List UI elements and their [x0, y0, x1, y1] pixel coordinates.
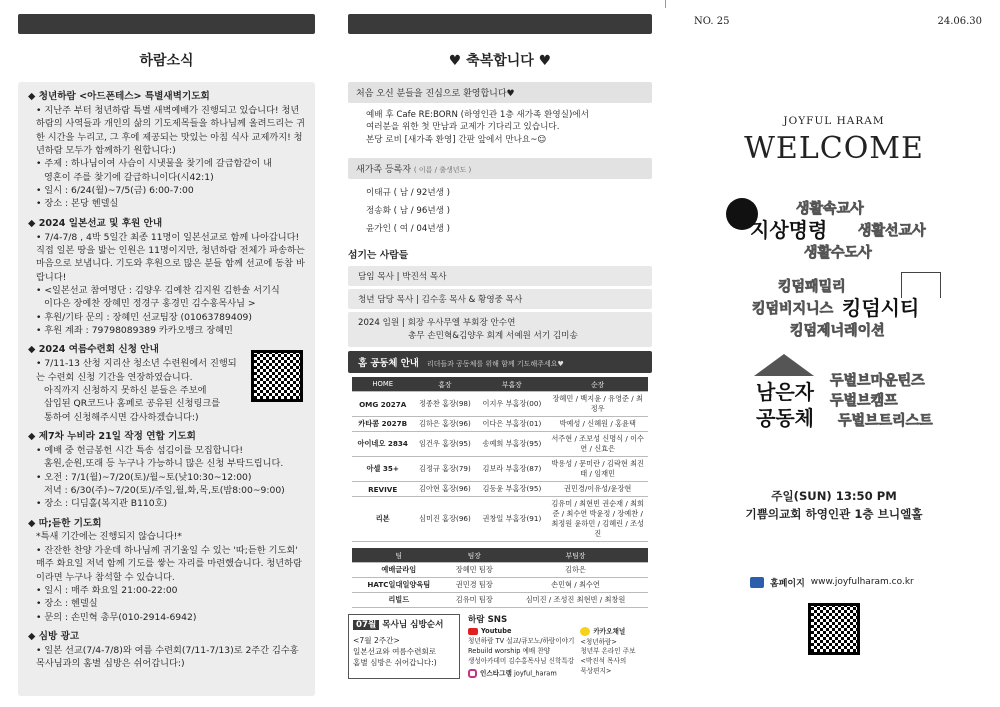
news-item-heading: ◆ 제7차 누비라 21일 작정 연합 기도회 [28, 430, 196, 442]
serve-row-staff: 2024 임원 | 회장 우사무엘 부회장 안수연 총무 손민혁&김양우 회계 서예원 서기 김미송 [348, 312, 652, 347]
home-community-bar: 홈 공동체 안내 리더들과 공동체를 위해 함께 기도해주세요♥ [348, 351, 652, 373]
table-cell: 서주현 / 조보성 신명식 / 이수연 / 신효은 [547, 432, 648, 457]
instagram-icon [468, 669, 477, 678]
table-cell: 정종찬 홈장(98) [413, 392, 476, 417]
news-item-line: 통하여 신청해주시면 감사하겠습니다:) [44, 411, 199, 423]
home-table-header: HOME [352, 377, 413, 392]
table-row [352, 482, 648, 497]
youtube-icon [468, 628, 478, 635]
news-item-heading: ◆ 2024 일본선교 및 후원 안내 [28, 217, 163, 229]
news-item-heading: ◆ 심방 광고 [28, 630, 80, 642]
home-table-header: 홈장 [413, 377, 476, 392]
table-cell: 김유미 / 최현빈 권순재 / 최희준 / 최수연 박윤정 / 장예찬 / 최정원 윤하민 / 김혜린 / 조성진 [547, 497, 648, 542]
table-cell: 권민경/이유성/윤장현 [547, 482, 648, 497]
table-cell: 김보라 부홈장(87) [476, 457, 547, 482]
news-item-line: 저녁 : 6/30(주)~7/20(토)/주일,월,화,목,토(밤8:00~9:00) [44, 484, 285, 496]
table-cell: OMG 2027A [352, 392, 413, 417]
news-item-line: • 장소 : 헨델실 [36, 598, 98, 610]
qr-code-icon[interactable] [808, 603, 860, 655]
serve-row: 담임 목사 | 박진석 목사 [348, 266, 652, 286]
welcome-heading: WELCOME [744, 131, 924, 166]
news-item-line: • 7/4-7/8 , 4박 5일간 최종 11명이 일본선교로 함께 나아갑니다! 직접 일본 땅을 밟는 인원은 11명이지만, 청년하람 전체가 파송하는 마음으로 보냅니다. 기도와 후원으로 많은 분들 함께 선교에 동참 바랍니다! [36, 231, 305, 283]
sns-box: 하람 SNS Youtube 청년하람 TV 설교/큐모노/하람이야기 Rebuild worship 예배 찬양 생성아카데미 김수홍목사님 신학특강 인스타그램 joyful_haram 카카오채널 <청년하람> 청년부 온라인 주보 <박진석 목사의 묵상편지> [468, 615, 636, 678]
team-table [352, 548, 648, 608]
table-cell: 예배글라임 [352, 563, 446, 578]
welcome-text: 예배 후 Cafe RE:BORN (하영인관 1층 새가족 환영실)에서 여러분을 위한 첫 만남과 교제가 기다리고 있습니다. 본당 로비 [새가족 환영] 간판 앞에서 만나요~☺ [366, 110, 589, 145]
table-cell: 리본 [352, 497, 413, 542]
issue-number: NO. 25 [694, 16, 730, 27]
issue-date: 24.06.30 [937, 16, 982, 27]
panel-header-bar [348, 14, 652, 34]
joyful-haram-label: JOYFUL HARAM [783, 115, 885, 127]
table-row [352, 417, 648, 432]
table-cell: 심미진 홈장(96) [413, 497, 476, 542]
news-panel [0, 0, 333, 707]
news-item-line: 홈원,순원,또래 등 누구나 가능하니 많은 신청 부탁드립니다. [44, 458, 284, 470]
table-cell: 김하은 [503, 563, 648, 578]
table-cell: 손민혁 / 최수연 [503, 578, 648, 593]
news-item-line: • 문의 : 손민혁 총무(010-2914-6942) [36, 611, 197, 623]
table-cell: 장혜민 / 백지윤 / 유영준 / 최정우 [547, 392, 648, 417]
table-row [352, 457, 648, 482]
serve-row: 청년 담당 목사 | 김수홍 목사 & 황영중 목사 [348, 289, 652, 309]
table-cell: 김하은 홈장(96) [413, 417, 476, 432]
table-cell: 권창일 부홈장(91) [476, 497, 547, 542]
table-cell: 리빌드 [352, 593, 446, 608]
table-cell: REVIVE [352, 482, 413, 497]
table-row [352, 593, 648, 608]
homepage-line[interactable]: 홈페이지 www.joyfulharam.co.kr [686, 576, 982, 589]
homepage-icon [750, 577, 764, 588]
news-item-line: • 장소 : 본당 헨델실 [36, 198, 119, 210]
table-cell: 카타콤 2027B [352, 417, 413, 432]
news-item-line: • 지난주 부터 청년하람 특별 새벽예배가 진행되고 있습니다! 청년하람의 사역들과 개인의 삶의 기도제목들을 하나님께 올려드리는 귀한 시간을 누리고, 그 후에 제공되는 맛있는 아침 식사 교제까지! 청년하람 모두가 함께하기 원합니다:) [36, 104, 305, 156]
news-item-line: • 7/11-13 산청 지리산 청소년 수련원에서 진행되는 수련회 신청 기간을 연장하였습니다. [36, 358, 237, 383]
news-item-line: • 예배 중 헌금봉헌 시간 특송 섬김이를 모집합니다! [36, 444, 244, 456]
news-item-heading: ◆ 2024 여름수련회 신청 안내 [28, 344, 159, 356]
news-item-line: 이다은 장예찬 장혜민 정경구 홍경민 김수홍목사님 > [44, 298, 256, 310]
news-item-line: • 주제 : 하나님이여 사슴이 시냇물을 찾기에 갈급함같이 내 [36, 158, 273, 170]
table-cell: 김아현 홈장(96) [413, 482, 476, 497]
home-table-header: 부홈장 [476, 377, 547, 392]
table-cell: 권민경 팀장 [446, 578, 503, 593]
table-row [352, 578, 648, 593]
kakao-icon [580, 627, 590, 636]
news-item-line: • 후원 계좌 : 79798089389 카카오뱅크 장혜민 [36, 324, 233, 336]
table-cell: HATC일대일양육팀 [352, 578, 446, 593]
table-cell: 임건우 홈장(95) [413, 432, 476, 457]
table-cell: 박예성 / 신혜원 / 홍윤택 [547, 417, 648, 432]
servers-title: 섬기는 사람들 [348, 250, 409, 262]
news-item-line: • 일시 : 6/24(월)~7/5(금) 6:00-7:00 [36, 184, 194, 196]
new-member: 윤가인 ( 여 / 04년생 ) [366, 224, 451, 235]
table-cell: 장혜민 팀장 [446, 563, 503, 578]
news-item-line: • 일본 선교(7/4-7/8)와 여름 수련회(7/11-7/13)로 2주간 김수홍 목사님과의 홈별 심방은 쉬어갑니다:) [36, 644, 299, 670]
news-item-line: 영혼이 주를 찾기에 갈급하니이다(시42:1) [44, 171, 214, 183]
news-item-line: 삽입된 QR코드나 홈페로 공유된 신청링크를 [44, 398, 221, 410]
panel-header-bar [18, 14, 315, 34]
fold-mark [665, 0, 666, 8]
table-cell: 아이네오 2834 [352, 432, 413, 457]
news-item-line: • 오전 : 7/1(월)~7/20(토)/월~토(낮10:30~12:00) [36, 471, 252, 483]
home-table-header: 순장 [547, 377, 648, 392]
service-info: 주일(SUN) 13:50 PM 기쁨의교회 하영인관 1층 브니엘홀 [745, 489, 923, 521]
news-item-heading: ◆ 청년하람 <아드폰테스> 특별새벽기도회 [28, 91, 210, 102]
welcome-bar: 처음 오신 분들을 진심으로 환영합니다♥ [348, 82, 652, 103]
new-member-bar: 새가족 등록자 ( 이름 / 출생년도 ) [348, 158, 652, 179]
table-row [352, 432, 648, 457]
news-item-line: • 장소 : 디딤홀(복지관 B110호) [36, 498, 168, 510]
news-item-line: • 일시 : 매주 화요일 21:00-22:00 [36, 584, 178, 596]
table-cell: 이지우 부홈장(00) [476, 392, 547, 417]
news-item-line: • <일본선교 참여명단 : 김양우 김예찬 김지원 김한솔 서기식 [36, 284, 280, 296]
news-title: 하람소식 [139, 53, 194, 69]
mountain-icon [754, 354, 814, 376]
blessing-title: ♥ 축복합니다 ♥ [448, 53, 552, 69]
visit-schedule-box: 07월 목사님 심방순서 <7월 2주간> 일본선교와 여름수련회로 홈별 심방은 쉬어갑니다:) [348, 614, 460, 679]
news-item-line: *특새 기간에는 진행되지 않습니다!* [36, 531, 182, 543]
table-cell: 김정규 홈장(79) [413, 457, 476, 482]
news-item-line: • 잔잔한 찬양 가운데 하나님께 귀기울일 수 있는 '따;듣한 기도회' 매주 화요일 저녁 함께 기도를 쌓는 자리를 마련했습니다. 청년하람이라면 누구나 참석할 수 있습니다. [36, 544, 302, 583]
table-cell: 이다은 부홈장(01) [476, 417, 547, 432]
table-cell: 박용성 / 문미란 / 김락현 최진태 / 임재민 [547, 457, 648, 482]
table-cell: 심미진 / 조성진 최현빈 / 최창원 [503, 593, 648, 608]
news-item-heading: ◆ 따;듣한 기도회 [28, 517, 102, 529]
news-item-line: • 후원/기타 문의 : 장혜민 선교팀장 (01063789409) [36, 311, 252, 323]
news-item-line: 아직까지 신청하지 못하신 분들은 주보에 [44, 384, 207, 396]
vision-calligraphy: 생활속교사 지상명령 생활선교사 생활수도사 킹덤패밀리 킹덤비지니스 킹덤시티 킹덤제너레이션 남은자 공동체 두벌브마운틴즈 두벌브캠프 두벌브트리스트 [686, 194, 982, 444]
table-cell: 송예희 부홈장(95) [476, 432, 547, 457]
table-row [352, 563, 648, 578]
new-member: 이태규 ( 남 / 92년생 ) [366, 188, 451, 199]
table-cell: 김동윤 부홈장(95) [476, 482, 547, 497]
home-table [352, 377, 648, 542]
cover-panel [668, 0, 1000, 707]
team-table-header: 부팀장 [503, 548, 648, 563]
table-row [352, 392, 648, 417]
news-box [18, 82, 315, 696]
team-table-header: 팀장 [446, 548, 503, 563]
table-cell: 아셀 35+ [352, 457, 413, 482]
team-table-header: 팀 [352, 548, 446, 563]
table-row [352, 497, 648, 542]
new-member: 정송화 ( 남 / 96년생 ) [366, 206, 451, 217]
table-cell: 김유미 팀장 [446, 593, 503, 608]
blessing-panel [340, 0, 660, 707]
qr-code-icon[interactable] [251, 350, 303, 402]
